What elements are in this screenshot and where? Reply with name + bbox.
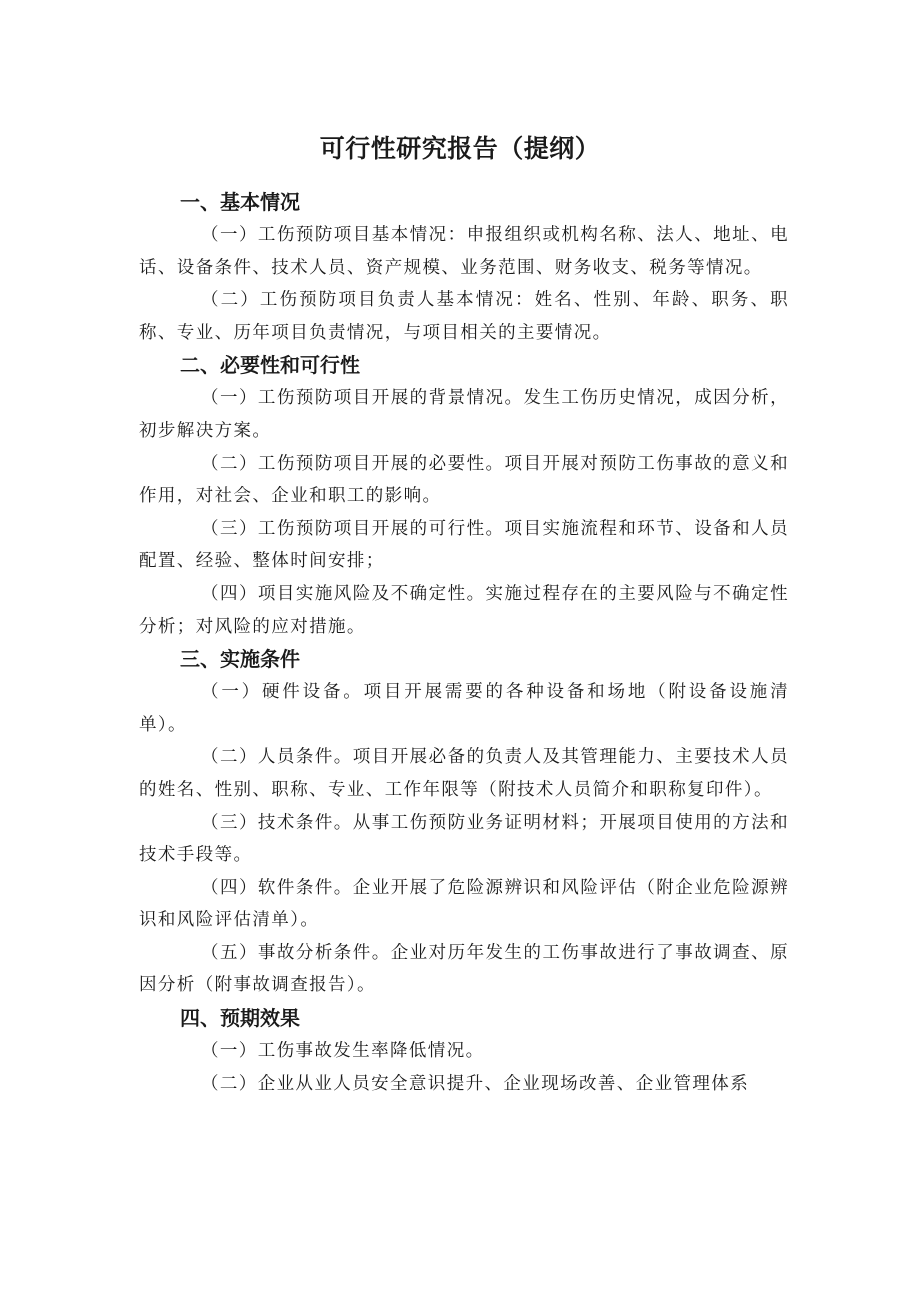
paragraph: （一）工伤预防项目开展的背景情况。发生工伤历史情况，成因分析，初步解决方案。: [139, 388, 789, 441]
section-heading: 四、预期效果: [180, 1006, 300, 1031]
section-necessity-feasibility: [139, 349, 789, 643]
section-expected-effects: [139, 1002, 789, 1100]
section-heading: 二、必要性和可行性: [180, 353, 360, 378]
paragraph: （五）事故分析条件。企业对历年发生的工伤事故进行了事故调查、原因分析（附事故调查报告）。: [139, 942, 789, 996]
section-heading: 一、基本情况: [180, 190, 300, 214]
paragraph: （四）软件条件。企业开展了危险源辨识和风险评估（附企业危险源辨识和风险评估清单）。: [139, 877, 789, 931]
paragraph: （四）项目实施风险及不确定性。实施过程存在的主要风险与不确定性分析；对风险的应对措施。: [139, 583, 789, 637]
paragraph: （二）人员条件。项目开展必备的负责人及其管理能力、主要技术人员的姓名、性别、职称、专业、工作年限等（附技术人员简介和职称复印件）。: [139, 747, 789, 800]
section-heading: 三、实施条件: [180, 647, 300, 672]
section-implementation-conditions: [139, 643, 789, 1002]
paragraph: （三）技术条件。从事工伤预防业务证明材料；开展项目使用的方法和技术手段等。: [139, 812, 789, 866]
section-basic-info: [139, 186, 789, 349]
document-body: [139, 186, 789, 1100]
paragraph: （二）工伤预防项目负责人基本情况：姓名、性别、年龄、职务、职称、专业、历年项目负责情况，与项目相关的主要情况。: [139, 290, 789, 343]
document-title: 可行性研究报告（提纲）: [319, 134, 601, 163]
paragraph: （二）工伤预防项目开展的必要性。项目开展对预防工伤事故的意义和作用，对社会、企业和职工的影响。: [139, 453, 789, 507]
paragraph: （一）工伤预防项目基本情况：申报组织或机构名称、法人、地址、电话、设备条件、技术人员、资产规模、业务范围、财务收支、税务等情况。: [139, 225, 789, 278]
paragraph: （一）工伤事故发生率降低情况。: [201, 1041, 485, 1062]
paragraph: （二）企业从业人员安全意识提升、企业现场改善、企业管理体系: [201, 1073, 750, 1094]
paragraph: （一）硬件设备。项目开展需要的各种设备和场地（附设备设施清单）。: [139, 682, 789, 735]
paragraph: （三）工伤预防项目开展的可行性。项目实施流程和环节、设备和人员配置、经验、整体时间安排；: [139, 518, 789, 572]
